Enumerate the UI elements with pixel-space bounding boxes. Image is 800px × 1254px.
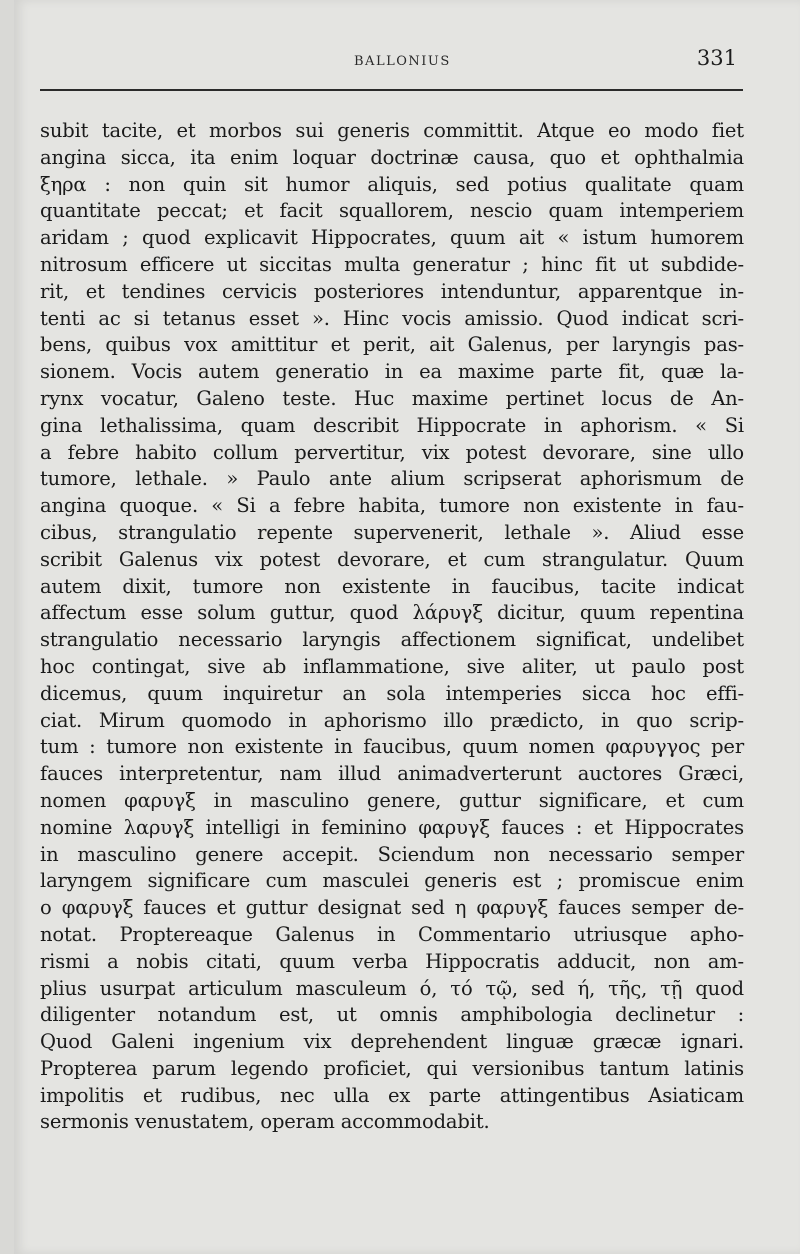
text-line: rit, et tendines cervicis posteriores intenduntur, apparentque in- [40,279,744,303]
text-line: affectum esse solum guttur, quod λάρυγξ dicitur, quum repentina [40,601,744,625]
text-line: plius usurpat articulum masculeum ό, τό τῷ, sed ή, τῆς, τῇ quod [40,976,744,1000]
text-line: dicemus, quum inquiretur an sola intemperies sicca hoc effi- [40,681,744,705]
text-line: strangulatio necessario laryngis affectionem significat, undelibet [40,628,744,652]
page-header [54,40,757,88]
header-rule [40,89,743,91]
text-line: tumore, lethale. » Paulo ante alium scripserat aphorismum de [40,467,744,491]
text-line: Propterea parum legendo proficiet, qui versionibus tantum latinis [40,1056,744,1080]
text-line: aridam ; quod explicavit Hippocrates, quum ait « istum humorem [40,226,744,250]
text-line: sionem. Vocis autem generatio in ea maxime parte fit, quæ la- [40,360,744,384]
text-line: cibus, strangulatio repente supervenerit, lethale ». Aliud esse [40,520,744,544]
text-line: hoc contingat, sive ab inflammatione, sive aliter, ut paulo post [40,654,744,678]
text-line: notat. Proptereaque Galenus in Commentario utriusque apho- [40,922,744,946]
text-line: in masculino genere accepit. Sciendum non necessario semper [40,842,744,866]
text-line: autem dixit, tumore non existente in faucibus, tacite indicat [40,574,744,598]
text-line: ciat. Mirum quomodo in aphorismo illo prædicto, in quo scrip- [40,708,744,732]
text-line: nitrosum efficere ut siccitas multa generatur ; hinc fit ut subdide- [40,252,744,276]
text-line: subit tacite, et morbos sui generis committit. Atque eo modo fiet [40,119,744,142]
running-head: BALLONIUS [354,54,451,69]
text-line: rynx vocatur, Galeno teste. Huc maxime pertinet locus de An- [40,386,744,410]
text-line: rismi a nobis citati, quum verba Hippocratis adducit, non am- [40,949,744,973]
page-number: 331 [696,46,737,70]
text-line: a febre habito collum pervertitur, vix potest devorare, sine ullo [40,440,744,464]
text-line: quantitate peccat; et facit squallorem, nescio quam intemperiem [40,199,744,223]
text-line: diligenter notandum est, ut omnis amphibologia declinetur : [40,1003,744,1027]
text-line: scribit Galenus vix potest devorare, et cum strangulatur. Quum [40,547,744,571]
text-line: tenti ac si tetanus esset ». Hinc vocis amissio. Quod indicat scri- [40,306,744,330]
text-line: ο φαρυγξ fauces et guttur designat sed η φαρυγξ fauces semper de- [40,896,744,920]
text-line: bens, quibus vox amittitur et perit, ait Galenus, per laryngis pas- [40,333,744,357]
text-line: laryngem significare cum masculei generis est ; promiscue enim [40,869,744,893]
text-line: angina sicca, ita enim loquar doctrinæ causa, quo et ophthalmia [40,145,744,169]
body-text [40,118,744,1136]
text-line: Quod Galeni ingenium vix deprehendent linguæ græcæ ignari. [40,1030,744,1054]
text-line: gina lethalissima, quam describit Hippocrate in aphorism. « Si [40,413,744,437]
text-line: nomine λαρυγξ intelligi in feminino φαρυγξ fauces : et Hippocrates [40,815,744,839]
text-line: nomen φαρυγξ in masculino genere, guttur significare, et cum [40,788,744,812]
text-line: tum : tumore non existente in faucibus, quum nomen φαρυγγος per [40,735,744,759]
text-line: angina quoque. « Si a febre habita, tumore non existente in fau- [40,494,744,518]
text-line: fauces interpretentur, nam illud animadverterunt auctores Græci, [40,762,744,786]
text-line: ξηρα : non quin sit humor aliquis, sed potius qualitate quam [40,172,744,196]
text-line: impolitis et rudibus, nec ulla ex parte attingentibus Asiaticam [40,1083,744,1107]
text-line: sermonis venustatem, operam accommodabit. [40,1110,490,1134]
